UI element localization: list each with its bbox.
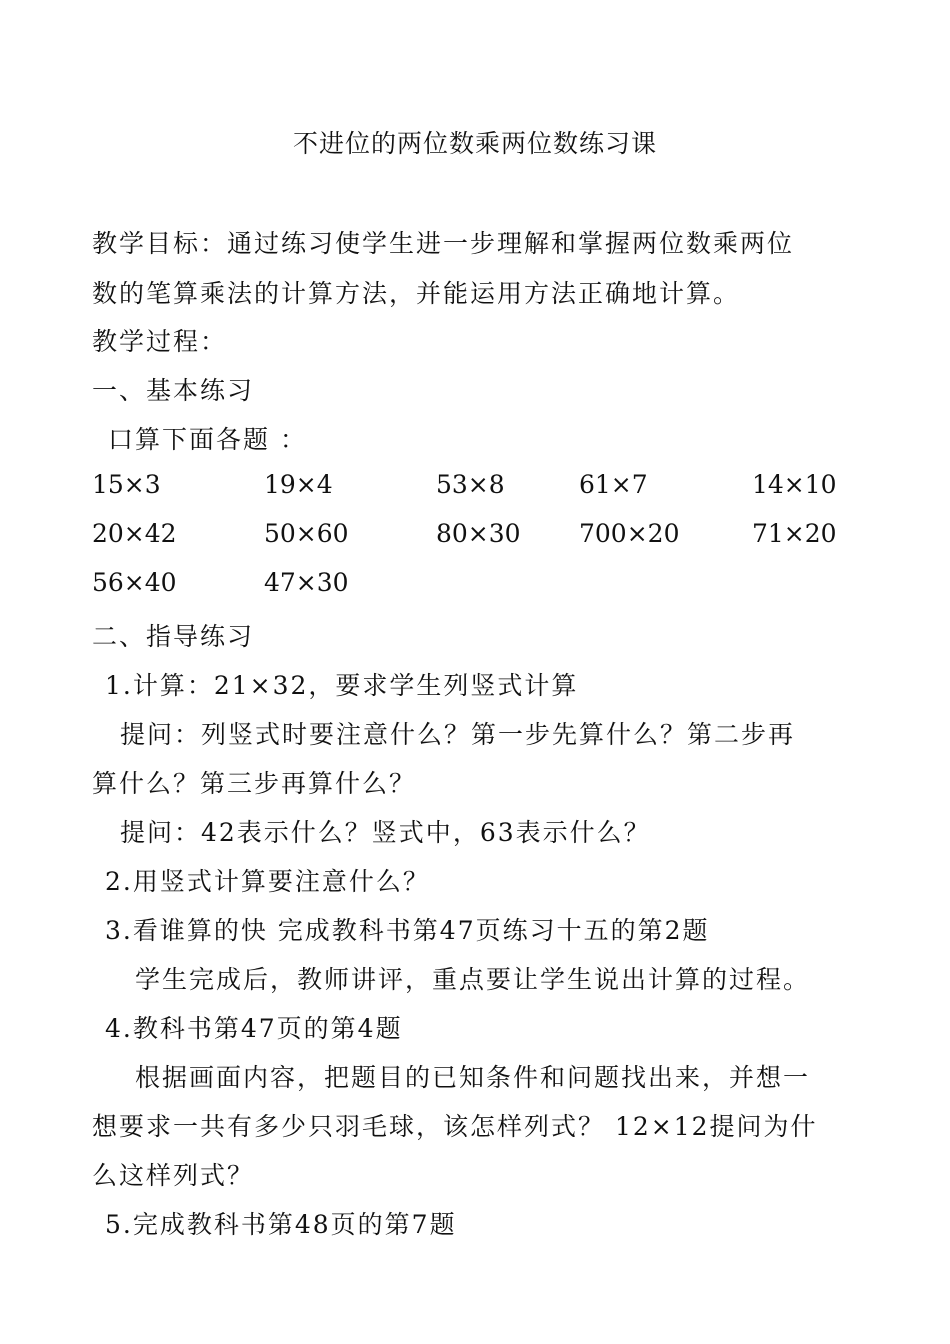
section1-instruction: 口算下面各题 ： (108, 425, 307, 454)
exercise-item-3: 3.看谁算的快 完成教科书第47页练习十五的第2题 (105, 916, 710, 945)
exercise-item-4-line-2: 想要求一共有多少只羽毛球，该怎样列式？ 12×12提问为什 (92, 1112, 818, 1141)
objective-line-2: 数的笔算乘法的计算方法，并能运用方法正确地计算。 (92, 279, 741, 308)
section2-heading: 二、指导练习 (92, 622, 255, 651)
question-1-line-1: 提问：列竖式时要注意什么？第一步先算什么？第二步再 (120, 720, 796, 749)
exercise-item-1: 1.计算：21×32，要求学生列竖式计算 (105, 671, 579, 700)
math-problem: 50×60 (264, 519, 349, 548)
objective-line-1: 教学目标：通过练习使学生进一步理解和掌握两位数乘两位 (92, 229, 795, 258)
math-problem: 61×7 (579, 470, 648, 499)
math-problem: 20×42 (92, 519, 177, 548)
math-problem: 19×4 (264, 470, 333, 499)
question-2: 提问：42表示什么？竖式中，63表示什么？ (120, 818, 651, 847)
exercise-item-4-line-3: 么这样列式？ (92, 1161, 255, 1190)
exercise-item-5: 5.完成教科书第48页的第7题 (105, 1210, 457, 1239)
math-problem: 14×10 (752, 470, 837, 499)
math-problem: 47×30 (264, 568, 349, 597)
math-problem: 15×3 (92, 470, 161, 499)
exercise-item-2: 2.用竖式计算要注意什么？ (105, 867, 430, 896)
document-title: 不进位的两位数乘两位数练习课 (292, 129, 657, 158)
math-problem: 56×40 (92, 568, 177, 597)
question-1-line-2: 算什么？第三步再算什么？ (92, 769, 417, 798)
math-problem: 53×8 (436, 470, 505, 499)
math-problem: 80×30 (436, 519, 521, 548)
section1-heading: 一、基本练习 (92, 376, 255, 405)
process-heading: 教学过程： (92, 327, 228, 356)
exercise-item-3-note: 学生完成后，教师讲评，重点要让学生说出计算的过程。 (135, 965, 811, 994)
math-problem: 700×20 (579, 519, 680, 548)
exercise-item-4: 4.教科书第47页的第4题 (105, 1014, 403, 1043)
exercise-item-4-line-1: 根据画面内容，把题目的已知条件和问题找出来，并想一 (135, 1063, 811, 1092)
math-problem: 71×20 (752, 519, 837, 548)
